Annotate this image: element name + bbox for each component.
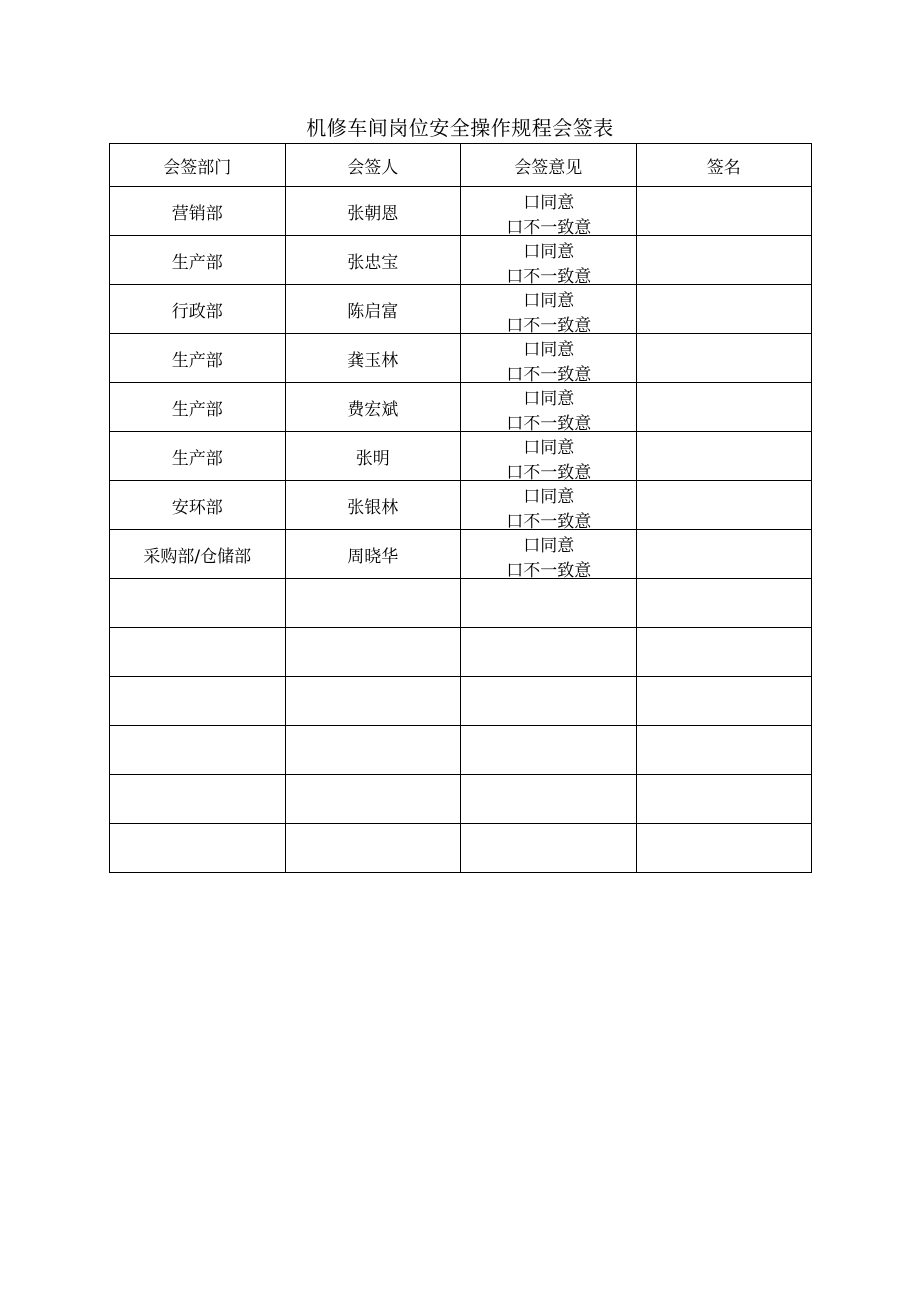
table-row xyxy=(110,530,812,579)
signature-cell[interactable] xyxy=(636,677,812,726)
person-cell: 费宏斌 xyxy=(285,383,461,432)
opinion-cell xyxy=(461,775,637,824)
opinion-cell xyxy=(461,187,637,236)
agree-checkbox-option[interactable]: 口同意 xyxy=(523,438,575,458)
opinion-cell xyxy=(461,726,637,775)
person-cell xyxy=(285,628,461,677)
table-row xyxy=(110,334,812,383)
opinion-options xyxy=(461,530,636,578)
dept-cell: 生产部 xyxy=(110,432,286,481)
agree-checkbox-option[interactable]: 口同意 xyxy=(523,193,575,213)
person-cell: 张银林 xyxy=(285,481,461,530)
dept-cell: 营销部 xyxy=(110,187,286,236)
person-cell xyxy=(285,579,461,628)
opinion-cell xyxy=(461,824,637,873)
disagree-checkbox-option[interactable]: 口不一致意 xyxy=(506,463,592,480)
signature-cell[interactable] xyxy=(636,383,812,432)
header-dept: 会签部门 xyxy=(110,144,286,187)
page-title: 机修车间岗位安全操作规程会签表 xyxy=(306,116,614,140)
table-row xyxy=(110,285,812,334)
signature-cell[interactable] xyxy=(636,432,812,481)
dept-cell: 安环部 xyxy=(110,481,286,530)
dept-cell xyxy=(110,677,286,726)
opinion-cell xyxy=(461,530,637,579)
table-row xyxy=(110,187,812,236)
person-cell xyxy=(285,775,461,824)
empty-table-row xyxy=(110,677,812,726)
signature-cell[interactable] xyxy=(636,775,812,824)
disagree-checkbox-option[interactable]: 口不一致意 xyxy=(506,365,592,382)
person-cell: 陈启富 xyxy=(285,285,461,334)
dept-cell: 生产部 xyxy=(110,236,286,285)
header-person: 会签人 xyxy=(285,144,461,187)
dept-cell xyxy=(110,628,286,677)
header-signature: 签名 xyxy=(636,144,812,187)
opinion-options xyxy=(461,187,636,235)
agree-checkbox-option[interactable]: 口同意 xyxy=(523,242,575,262)
opinion-options xyxy=(461,334,636,382)
table-header-row xyxy=(110,144,812,187)
opinion-options xyxy=(461,432,636,480)
signature-cell[interactable] xyxy=(636,530,812,579)
countersign-table xyxy=(109,143,812,873)
person-cell xyxy=(285,824,461,873)
disagree-checkbox-option[interactable]: 口不一致意 xyxy=(506,414,592,431)
disagree-checkbox-option[interactable]: 口不一致意 xyxy=(506,316,592,333)
dept-cell: 采购部/仓储部 xyxy=(110,530,286,579)
person-cell: 龚玉林 xyxy=(285,334,461,383)
table-row xyxy=(110,236,812,285)
person-cell: 张朝恩 xyxy=(285,187,461,236)
opinion-cell xyxy=(461,236,637,285)
signature-cell[interactable] xyxy=(636,285,812,334)
agree-checkbox-option[interactable]: 口同意 xyxy=(523,487,575,507)
disagree-checkbox-option[interactable]: 口不一致意 xyxy=(506,561,592,578)
signature-cell[interactable] xyxy=(636,824,812,873)
person-cell: 张忠宝 xyxy=(285,236,461,285)
opinion-cell xyxy=(461,677,637,726)
table-row xyxy=(110,481,812,530)
signature-cell[interactable] xyxy=(636,187,812,236)
dept-cell xyxy=(110,775,286,824)
empty-table-row xyxy=(110,726,812,775)
signature-cell[interactable] xyxy=(636,579,812,628)
agree-checkbox-option[interactable]: 口同意 xyxy=(523,389,575,409)
opinion-options xyxy=(461,236,636,284)
person-cell: 张明 xyxy=(285,432,461,481)
person-cell xyxy=(285,726,461,775)
signature-cell[interactable] xyxy=(636,334,812,383)
agree-checkbox-option[interactable]: 口同意 xyxy=(523,536,575,556)
opinion-options xyxy=(461,481,636,529)
person-cell: 周晓华 xyxy=(285,530,461,579)
empty-table-row xyxy=(110,824,812,873)
table-row xyxy=(110,383,812,432)
disagree-checkbox-option[interactable]: 口不一致意 xyxy=(506,512,592,529)
opinion-cell xyxy=(461,579,637,628)
table-body xyxy=(110,187,812,873)
disagree-checkbox-option[interactable]: 口不一致意 xyxy=(506,267,592,284)
header-opinion: 会签意见 xyxy=(461,144,637,187)
dept-cell xyxy=(110,824,286,873)
signature-cell[interactable] xyxy=(636,628,812,677)
opinion-options xyxy=(461,285,636,333)
dept-cell: 生产部 xyxy=(110,334,286,383)
signature-cell[interactable] xyxy=(636,726,812,775)
agree-checkbox-option[interactable]: 口同意 xyxy=(523,340,575,360)
table-row xyxy=(110,432,812,481)
agree-checkbox-option[interactable]: 口同意 xyxy=(523,291,575,311)
disagree-checkbox-option[interactable]: 口不一致意 xyxy=(506,218,592,235)
opinion-options xyxy=(461,383,636,431)
opinion-cell xyxy=(461,285,637,334)
dept-cell: 生产部 xyxy=(110,383,286,432)
opinion-cell xyxy=(461,383,637,432)
dept-cell: 行政部 xyxy=(110,285,286,334)
opinion-cell xyxy=(461,432,637,481)
signature-cell[interactable] xyxy=(636,236,812,285)
opinion-cell xyxy=(461,628,637,677)
empty-table-row xyxy=(110,579,812,628)
opinion-cell xyxy=(461,334,637,383)
opinion-cell xyxy=(461,481,637,530)
signature-cell[interactable] xyxy=(636,481,812,530)
empty-table-row xyxy=(110,775,812,824)
person-cell xyxy=(285,677,461,726)
empty-table-row xyxy=(110,628,812,677)
dept-cell xyxy=(110,726,286,775)
dept-cell xyxy=(110,579,286,628)
